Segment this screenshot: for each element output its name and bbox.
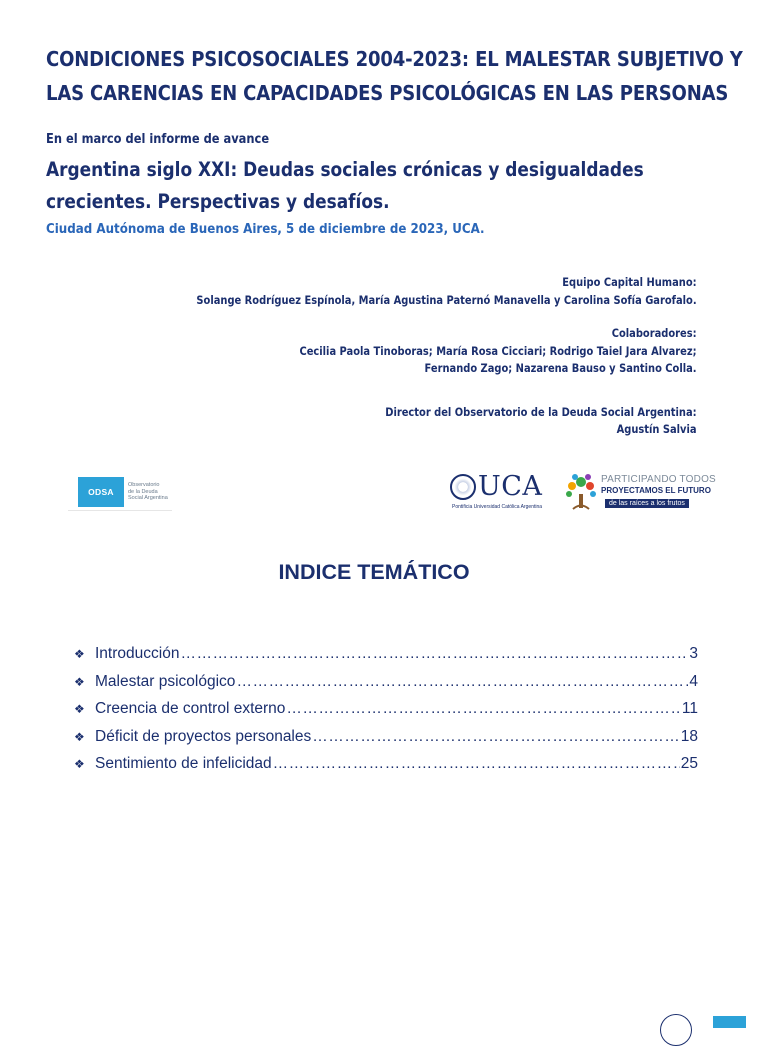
toc-item-label: Déficit de proyectos personales <box>95 727 312 745</box>
credits-block <box>197 274 697 439</box>
toc-item-label: Malestar psicológico <box>95 672 236 690</box>
toc-item-label: Creencia de control externo <box>95 700 286 717</box>
collaborators-line-1: Cecilia Paola Tinoboras; María Rosa Cicciari; Rodrigo Taiel Jara Alvarez; <box>299 343 697 358</box>
toc-leader-dots <box>312 728 679 746</box>
report-title-line-1: Argentina siglo XXI: Deudas sociales crónicas y desigualdades <box>46 158 644 181</box>
toc-item <box>74 673 698 701</box>
uca-wordmark: UCA <box>478 471 543 502</box>
index-title: INDICE TEMÁTICO <box>278 560 470 584</box>
team-label: Equipo Capital Humano: <box>562 275 697 289</box>
report-title <box>46 154 725 218</box>
odsa-text-line-2: de la Deuda <box>128 488 158 495</box>
collaborators-label: Colaboradores: <box>612 326 697 340</box>
uca-logo <box>450 472 556 512</box>
diamond-bullet-icon: ❖ <box>74 729 85 744</box>
odsa-text-line-1: Observatorio <box>128 482 160 489</box>
participando-line-1: PARTICIPANDO TODOS <box>601 474 716 485</box>
toc-item-label: Sentimiento de infelicidad <box>95 755 272 772</box>
diamond-bullet-icon: ❖ <box>74 647 85 661</box>
report-title-line-2: crecientes. Perspectivas y desafíos. <box>46 190 390 213</box>
toc-item-page: 4 <box>689 672 698 690</box>
team-names: Solange Rodríguez Espínola, María Agustina Paternó Manavella y Carolina Sofía Garofalo. <box>196 292 697 307</box>
place-date: Ciudad Autónoma de Buenos Aires, 5 de diciembre de 2023, UCA. <box>46 221 485 237</box>
title-line-1: CONDICIONES PSICOSOCIALES 2004-2023: EL MALESTAR SUBJETIVO Y <box>46 47 743 71</box>
document-title <box>46 42 741 110</box>
toc-item-page: 18 <box>680 727 698 745</box>
toc-item <box>74 728 698 756</box>
table-of-contents <box>74 645 698 783</box>
odsa-logo <box>68 474 172 511</box>
uca-seal-icon <box>450 474 476 500</box>
odsa-logo-box: ODSA <box>78 477 124 507</box>
odsa-text-line-3: Social Argentina <box>128 495 168 502</box>
footer-seal-icon <box>660 1014 692 1046</box>
toc-item <box>74 700 698 728</box>
participando-line-3: de las raíces a los frutos <box>605 499 689 508</box>
toc-leader-dots <box>273 755 680 773</box>
diamond-bullet-icon: ❖ <box>74 702 85 716</box>
framework-label: En el marco del informe de avance <box>46 132 270 147</box>
participando-logo <box>563 470 716 514</box>
odsa-logo-text <box>128 482 168 502</box>
director-label: Director del Observatorio de la Deuda Social Argentina: <box>385 404 697 419</box>
director-name: Agustín Salvia <box>617 422 697 436</box>
toc-item-page: 11 <box>681 700 698 717</box>
toc-item-label: Introducción <box>95 645 180 662</box>
tree-icon <box>563 472 599 512</box>
toc-item-page: 3 <box>689 645 698 662</box>
title-line-2: LAS CARENCIAS EN CAPACIDADES PSICOLÓGICAS EN LAS PERSONAS <box>46 81 729 105</box>
uca-subtitle: Pontificia Universidad Católica Argentina <box>452 504 543 510</box>
toc-leader-dots <box>236 673 688 691</box>
footer-logo-box <box>713 1016 746 1028</box>
toc-item-page: 25 <box>680 755 698 772</box>
toc-item <box>74 755 698 783</box>
participando-line-2: PROYECTAMOS EL FUTURO <box>601 486 711 495</box>
diamond-bullet-icon: ❖ <box>74 674 85 689</box>
toc-item <box>74 645 698 673</box>
toc-leader-dots <box>180 645 688 663</box>
toc-leader-dots <box>286 700 680 718</box>
collaborators-line-2: Fernando Zago; Nazarena Bauso y Santino Colla. <box>424 361 697 375</box>
diamond-bullet-icon: ❖ <box>74 757 85 771</box>
